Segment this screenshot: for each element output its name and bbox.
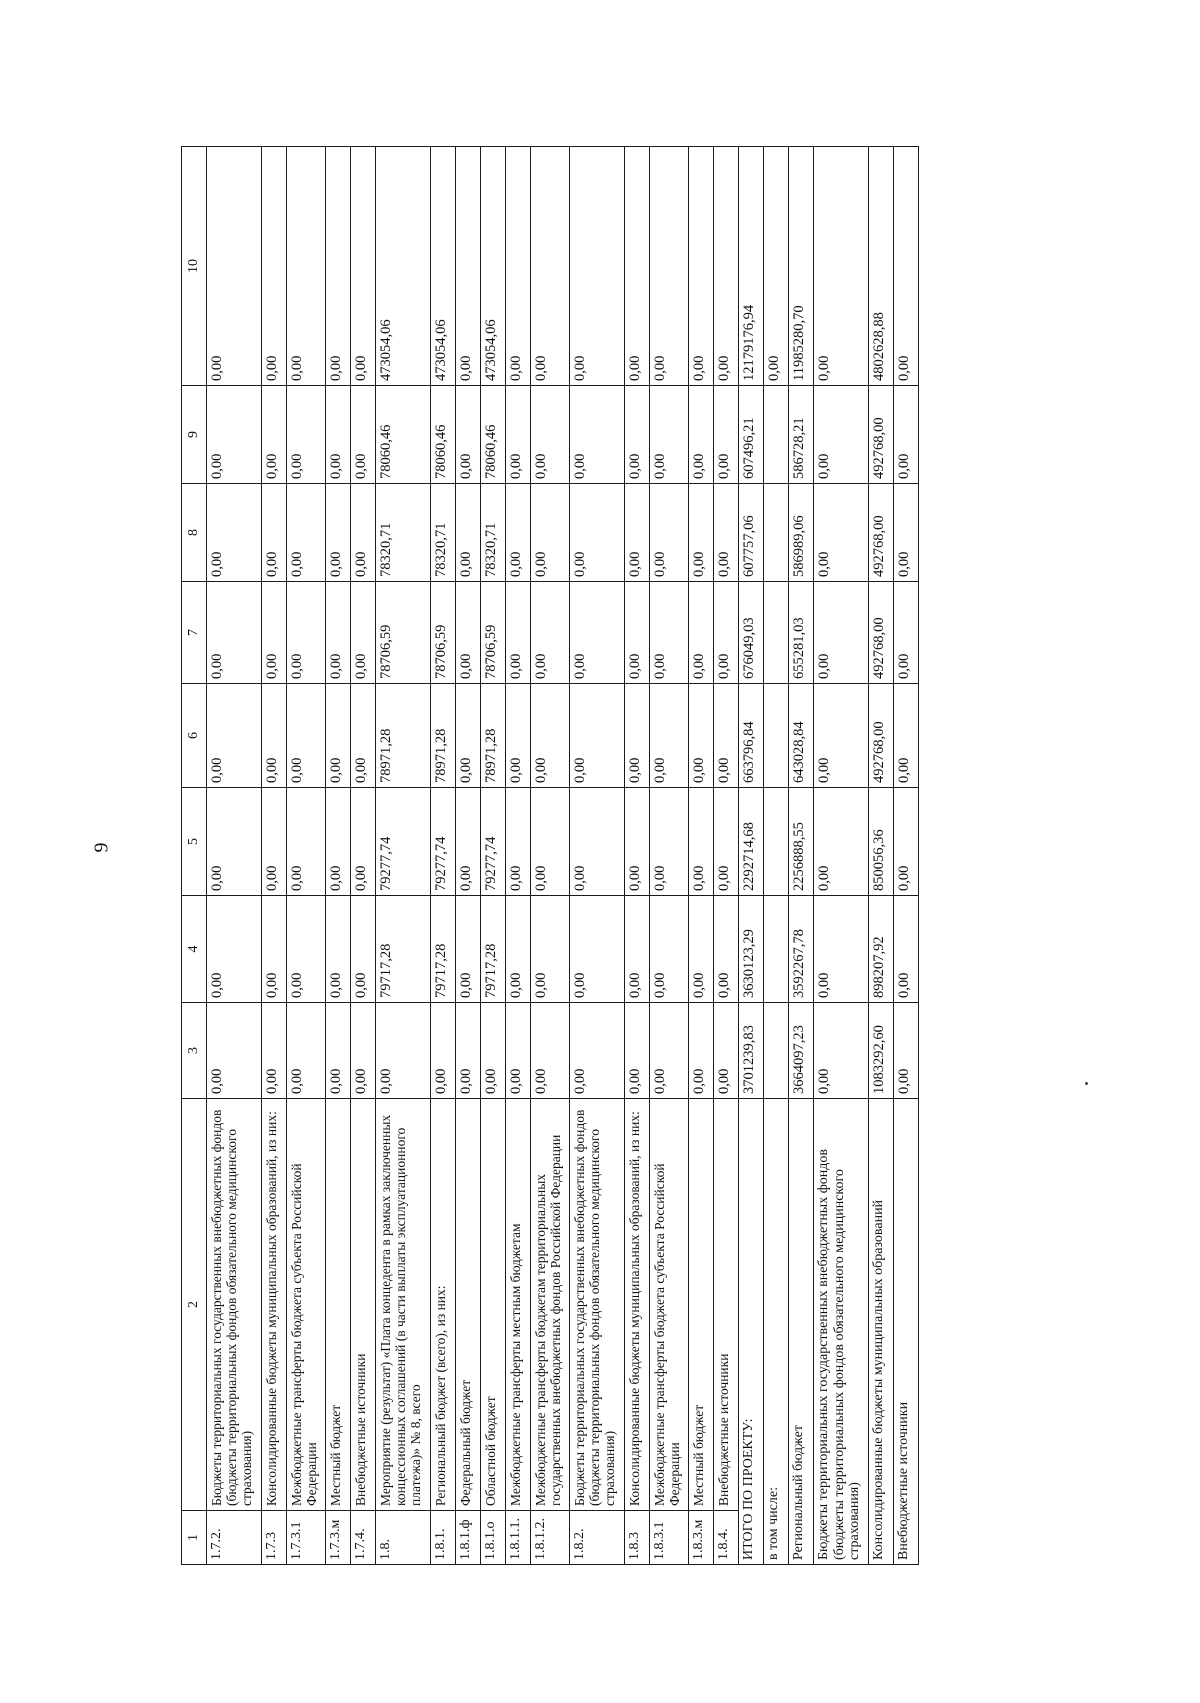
summary-value-col-5: 2292714,68 xyxy=(739,788,764,896)
value-cell-col-8: 0,00 xyxy=(326,484,351,582)
summary-value-col-4: 0,00 xyxy=(894,896,919,1003)
table-row xyxy=(376,147,431,1565)
budget-table-container xyxy=(181,147,912,1565)
summary-row xyxy=(789,147,814,1565)
summary-value-col-3 xyxy=(764,1003,789,1099)
value-cell-col-7: 0,00 xyxy=(570,582,625,684)
summary-value-col-5: 2256888,55 xyxy=(789,788,814,896)
summary-row xyxy=(869,147,894,1565)
table-row xyxy=(207,147,262,1565)
summary-row xyxy=(739,147,764,1565)
table-row xyxy=(431,147,456,1565)
summary-value-col-3: 3664097,23 xyxy=(789,1003,814,1099)
summary-value-col-5: 0,00 xyxy=(894,788,919,896)
summary-label: Консолидированные бюджеты муниципальных образований xyxy=(869,1099,894,1565)
value-cell-col-3: 0,00 xyxy=(481,1003,506,1099)
budget-table-rotated xyxy=(181,147,912,1565)
summary-value-col-7: 0,00 xyxy=(894,582,919,684)
value-cell-col-4: 0,00 xyxy=(287,896,326,1003)
row-code: 1.8.3.1 xyxy=(650,1511,689,1565)
summary-value-col-10: 0,00 xyxy=(814,147,869,386)
value-cell-col-3: 0,00 xyxy=(207,1003,262,1099)
value-cell-col-9: 0,00 xyxy=(326,386,351,484)
value-cell-col-6: 0,00 xyxy=(207,684,262,788)
summary-value-col-3: 0,00 xyxy=(894,1003,919,1099)
column-header-8: 8 xyxy=(182,484,207,582)
value-cell-col-6: 0,00 xyxy=(531,684,570,788)
row-name: Федеральный бюджет xyxy=(456,1099,481,1511)
value-cell-col-4: 0,00 xyxy=(570,896,625,1003)
summary-value-col-9 xyxy=(764,386,789,484)
table-row xyxy=(650,147,689,1565)
summary-label: в том числе: xyxy=(764,1099,789,1565)
row-code: 1.8.3.м xyxy=(689,1511,714,1565)
page-number: 9 xyxy=(90,842,113,853)
row-name: Местный бюджет xyxy=(326,1099,351,1511)
value-cell-col-8: 0,00 xyxy=(506,484,531,582)
value-cell-col-6: 0,00 xyxy=(326,684,351,788)
value-cell-col-10: 0,00 xyxy=(207,147,262,386)
value-cell-col-3: 0,00 xyxy=(376,1003,431,1099)
row-code: 1.8.1.1. xyxy=(506,1511,531,1565)
row-code: 1.8.3 xyxy=(625,1511,650,1565)
table-row xyxy=(262,147,287,1565)
value-cell-col-9: 0,00 xyxy=(531,386,570,484)
value-cell-col-4: 0,00 xyxy=(262,896,287,1003)
value-cell-col-3: 0,00 xyxy=(650,1003,689,1099)
value-cell-col-10: 0,00 xyxy=(531,147,570,386)
value-cell-col-6: 78971,28 xyxy=(431,684,456,788)
summary-value-col-4: 898207,92 xyxy=(869,896,894,1003)
summary-value-col-8: 607757,06 xyxy=(739,484,764,582)
value-cell-col-10: 0,00 xyxy=(570,147,625,386)
value-cell-col-4: 0,00 xyxy=(531,896,570,1003)
value-cell-col-9: 78060,46 xyxy=(431,386,456,484)
summary-value-col-9: 492768,00 xyxy=(869,386,894,484)
summary-label: Бюджеты территориальных государственных внебюджетных фондов (бюджеты территориальных фондов обязательного медицинского страхования) xyxy=(814,1099,869,1565)
value-cell-col-5: 0,00 xyxy=(531,788,570,896)
column-header-9: 9 xyxy=(182,386,207,484)
table-row xyxy=(326,147,351,1565)
summary-value-col-7: 492768,00 xyxy=(869,582,894,684)
value-cell-col-8: 0,00 xyxy=(287,484,326,582)
summary-value-col-6: 643028,84 xyxy=(789,684,814,788)
value-cell-col-6: 0,00 xyxy=(456,684,481,788)
value-cell-col-6: 0,00 xyxy=(506,684,531,788)
value-cell-col-5: 0,00 xyxy=(351,788,376,896)
table-row xyxy=(625,147,650,1565)
column-header-2: 2 xyxy=(182,1099,207,1511)
summary-value-col-7: 676049,03 xyxy=(739,582,764,684)
row-name: Внебюджетные источники xyxy=(351,1099,376,1511)
value-cell-col-5: 79277,74 xyxy=(431,788,456,896)
value-cell-col-3: 0,00 xyxy=(714,1003,739,1099)
value-cell-col-4: 0,00 xyxy=(351,896,376,1003)
value-cell-col-8: 0,00 xyxy=(351,484,376,582)
row-name: Консолидированные бюджеты муниципальных образований, из них: xyxy=(262,1099,287,1511)
value-cell-col-8: 0,00 xyxy=(625,484,650,582)
value-cell-col-7: 0,00 xyxy=(207,582,262,684)
summary-value-col-5 xyxy=(764,788,789,896)
value-cell-col-3: 0,00 xyxy=(531,1003,570,1099)
summary-row xyxy=(764,147,789,1565)
summary-value-col-5: 850056,36 xyxy=(869,788,894,896)
table-header xyxy=(182,147,207,1565)
value-cell-col-4: 0,00 xyxy=(326,896,351,1003)
column-header-3: 3 xyxy=(182,1003,207,1099)
value-cell-col-6: 0,00 xyxy=(287,684,326,788)
summary-label: Внебюджетные источники xyxy=(894,1099,919,1565)
table-row xyxy=(506,147,531,1565)
row-code: 1.8.1.2. xyxy=(531,1511,570,1565)
value-cell-col-7: 0,00 xyxy=(531,582,570,684)
summary-value-col-8: 586989,06 xyxy=(789,484,814,582)
row-name: Внебюджетные источники xyxy=(714,1099,739,1511)
summary-value-col-8 xyxy=(764,484,789,582)
value-cell-col-10: 0,00 xyxy=(262,147,287,386)
summary-value-col-9: 586728,21 xyxy=(789,386,814,484)
value-cell-col-3: 0,00 xyxy=(456,1003,481,1099)
value-cell-col-9: 0,00 xyxy=(287,386,326,484)
value-cell-col-4: 0,00 xyxy=(625,896,650,1003)
value-cell-col-6: 0,00 xyxy=(689,684,714,788)
summary-value-col-10: 0,00 xyxy=(764,147,789,386)
row-code: 1.7.3.м xyxy=(326,1511,351,1565)
value-cell-col-10: 473054,06 xyxy=(481,147,506,386)
value-cell-col-6: 0,00 xyxy=(351,684,376,788)
value-cell-col-7: 78706,59 xyxy=(481,582,506,684)
value-cell-col-8: 0,00 xyxy=(570,484,625,582)
column-header-5: 5 xyxy=(182,788,207,896)
summary-value-col-3: 3701239,83 xyxy=(739,1003,764,1099)
row-code: 1.8.1.о xyxy=(481,1511,506,1565)
value-cell-col-4: 0,00 xyxy=(689,896,714,1003)
summary-value-col-10: 0,00 xyxy=(894,147,919,386)
value-cell-col-10: 0,00 xyxy=(351,147,376,386)
row-name: Межбюджетные трансферты бюджета субъекта Российской Федерации xyxy=(287,1099,326,1511)
scan-speck xyxy=(1085,1082,1088,1085)
summary-value-col-9: 0,00 xyxy=(814,386,869,484)
summary-value-col-10: 4802628,88 xyxy=(869,147,894,386)
value-cell-col-3: 0,00 xyxy=(287,1003,326,1099)
value-cell-col-3: 0,00 xyxy=(262,1003,287,1099)
value-cell-col-9: 78060,46 xyxy=(481,386,506,484)
table-row xyxy=(481,147,506,1565)
summary-value-col-3: 1083292,60 xyxy=(869,1003,894,1099)
summary-value-col-4 xyxy=(764,896,789,1003)
value-cell-col-8: 78320,71 xyxy=(431,484,456,582)
value-cell-col-5: 0,00 xyxy=(650,788,689,896)
value-cell-col-4: 0,00 xyxy=(650,896,689,1003)
value-cell-col-5: 0,00 xyxy=(456,788,481,896)
summary-row xyxy=(894,147,919,1565)
column-number-row xyxy=(182,147,207,1565)
value-cell-col-10: 0,00 xyxy=(689,147,714,386)
value-cell-col-10: 0,00 xyxy=(506,147,531,386)
row-name: Бюджеты территориальных государственных внебюджетных фондов (бюджеты территориальных фондов обязательного медицинского страхования) xyxy=(207,1099,262,1511)
value-cell-col-10: 0,00 xyxy=(650,147,689,386)
row-name: Межбюджетные трансферты бюджетам территориальных государственных внебюджетных фондов Российской Федерации xyxy=(531,1099,570,1511)
value-cell-col-8: 0,00 xyxy=(650,484,689,582)
summary-row xyxy=(814,147,869,1565)
value-cell-col-9: 0,00 xyxy=(207,386,262,484)
value-cell-col-9: 0,00 xyxy=(625,386,650,484)
summary-value-col-3: 0,00 xyxy=(814,1003,869,1099)
value-cell-col-3: 0,00 xyxy=(689,1003,714,1099)
summary-value-col-8: 492768,00 xyxy=(869,484,894,582)
row-code: 1.7.3.1 xyxy=(287,1511,326,1565)
summary-value-col-6: 0,00 xyxy=(894,684,919,788)
row-name: Региональный бюджет (всего), из них: xyxy=(431,1099,456,1511)
summary-value-col-6: 492768,00 xyxy=(869,684,894,788)
value-cell-col-3: 0,00 xyxy=(506,1003,531,1099)
value-cell-col-4: 0,00 xyxy=(207,896,262,1003)
value-cell-col-4: 79717,28 xyxy=(376,896,431,1003)
summary-value-col-7: 655281,03 xyxy=(789,582,814,684)
value-cell-col-6: 0,00 xyxy=(650,684,689,788)
value-cell-col-5: 79277,74 xyxy=(481,788,506,896)
value-cell-col-7: 78706,59 xyxy=(431,582,456,684)
value-cell-col-7: 0,00 xyxy=(625,582,650,684)
value-cell-col-9: 0,00 xyxy=(351,386,376,484)
value-cell-col-8: 78320,71 xyxy=(481,484,506,582)
value-cell-col-7: 0,00 xyxy=(326,582,351,684)
value-cell-col-8: 0,00 xyxy=(456,484,481,582)
row-code: 1.8.4. xyxy=(714,1511,739,1565)
value-cell-col-10: 0,00 xyxy=(287,147,326,386)
table-row xyxy=(689,147,714,1565)
value-cell-col-9: 78060,46 xyxy=(376,386,431,484)
value-cell-col-7: 0,00 xyxy=(650,582,689,684)
summary-value-col-4: 3592267,78 xyxy=(789,896,814,1003)
value-cell-col-3: 0,00 xyxy=(351,1003,376,1099)
value-cell-col-7: 0,00 xyxy=(262,582,287,684)
value-cell-col-5: 0,00 xyxy=(287,788,326,896)
table-row xyxy=(351,147,376,1565)
summary-value-col-10: 11985280,70 xyxy=(789,147,814,386)
column-header-10: 10 xyxy=(182,147,207,386)
summary-value-col-6: 663796,84 xyxy=(739,684,764,788)
value-cell-col-8: 0,00 xyxy=(531,484,570,582)
value-cell-col-4: 79717,28 xyxy=(481,896,506,1003)
value-cell-col-7: 0,00 xyxy=(506,582,531,684)
column-header-1: 1 xyxy=(182,1511,207,1565)
value-cell-col-10: 473054,06 xyxy=(431,147,456,386)
value-cell-col-5: 0,00 xyxy=(262,788,287,896)
value-cell-col-6: 78971,28 xyxy=(481,684,506,788)
row-code: 1.8. xyxy=(376,1511,431,1565)
table-row xyxy=(456,147,481,1565)
value-cell-col-5: 0,00 xyxy=(570,788,625,896)
value-cell-col-8: 0,00 xyxy=(714,484,739,582)
value-cell-col-6: 78971,28 xyxy=(376,684,431,788)
value-cell-col-9: 0,00 xyxy=(570,386,625,484)
value-cell-col-10: 0,00 xyxy=(625,147,650,386)
value-cell-col-8: 0,00 xyxy=(207,484,262,582)
value-cell-col-8: 78320,71 xyxy=(376,484,431,582)
value-cell-col-5: 0,00 xyxy=(625,788,650,896)
value-cell-col-9: 0,00 xyxy=(456,386,481,484)
value-cell-col-3: 0,00 xyxy=(625,1003,650,1099)
column-header-4: 4 xyxy=(182,896,207,1003)
summary-value-col-8: 0,00 xyxy=(894,484,919,582)
value-cell-col-5: 79277,74 xyxy=(376,788,431,896)
summary-label: ИТОГО ПО ПРОЕКТУ: xyxy=(739,1099,764,1565)
summary-label: Региональный бюджет xyxy=(789,1099,814,1565)
summary-value-col-4: 3630123,29 xyxy=(739,896,764,1003)
row-name: Мероприятие (результат) «Плата концедента в рамках заключенных концессионных соглашений (в части выплаты эксплуатационного платежа)» № 8, всего xyxy=(376,1099,431,1511)
value-cell-col-8: 0,00 xyxy=(689,484,714,582)
row-code: 1.8.2. xyxy=(570,1511,625,1565)
value-cell-col-3: 0,00 xyxy=(326,1003,351,1099)
row-name: Областной бюджет xyxy=(481,1099,506,1511)
value-cell-col-8: 0,00 xyxy=(262,484,287,582)
row-code: 1.7.2. xyxy=(207,1511,262,1565)
value-cell-col-3: 0,00 xyxy=(570,1003,625,1099)
value-cell-col-6: 0,00 xyxy=(262,684,287,788)
value-cell-col-7: 0,00 xyxy=(287,582,326,684)
value-cell-col-9: 0,00 xyxy=(262,386,287,484)
value-cell-col-7: 78706,59 xyxy=(376,582,431,684)
value-cell-col-10: 0,00 xyxy=(714,147,739,386)
summary-value-col-4: 0,00 xyxy=(814,896,869,1003)
summary-value-col-7: 0,00 xyxy=(814,582,869,684)
value-cell-col-5: 0,00 xyxy=(506,788,531,896)
value-cell-col-5: 0,00 xyxy=(689,788,714,896)
column-header-7: 7 xyxy=(182,582,207,684)
value-cell-col-7: 0,00 xyxy=(714,582,739,684)
value-cell-col-6: 0,00 xyxy=(570,684,625,788)
value-cell-col-5: 0,00 xyxy=(326,788,351,896)
value-cell-col-7: 0,00 xyxy=(456,582,481,684)
summary-value-col-7 xyxy=(764,582,789,684)
summary-value-col-5: 0,00 xyxy=(814,788,869,896)
value-cell-col-9: 0,00 xyxy=(506,386,531,484)
value-cell-col-10: 0,00 xyxy=(456,147,481,386)
value-cell-col-4: 0,00 xyxy=(714,896,739,1003)
row-name: Межбюджетные трансферты местным бюджетам xyxy=(506,1099,531,1511)
row-code: 1.8.1. xyxy=(431,1511,456,1565)
column-header-6: 6 xyxy=(182,684,207,788)
value-cell-col-7: 0,00 xyxy=(689,582,714,684)
row-code: 1.7.3 xyxy=(262,1511,287,1565)
summary-value-col-10: 12179176,94 xyxy=(739,147,764,386)
value-cell-col-6: 0,00 xyxy=(714,684,739,788)
summary-value-col-8: 0,00 xyxy=(814,484,869,582)
table-body xyxy=(207,147,919,1565)
table-row xyxy=(714,147,739,1565)
table-row xyxy=(287,147,326,1565)
row-name: Консолидированные бюджеты муниципальных образований, из них: xyxy=(625,1099,650,1511)
value-cell-col-10: 473054,06 xyxy=(376,147,431,386)
value-cell-col-4: 0,00 xyxy=(506,896,531,1003)
value-cell-col-9: 0,00 xyxy=(689,386,714,484)
row-code: 1.7.4. xyxy=(351,1511,376,1565)
value-cell-col-5: 0,00 xyxy=(207,788,262,896)
value-cell-col-7: 0,00 xyxy=(351,582,376,684)
value-cell-col-6: 0,00 xyxy=(625,684,650,788)
row-name: Межбюджетные трансферты бюджета субъекта Российской Федерации xyxy=(650,1099,689,1511)
row-name: Местный бюджет xyxy=(689,1099,714,1511)
row-name: Бюджеты территориальных государственных внебюджетных фондов (бюджеты территориальных фондов обязательного медицинского страхования) xyxy=(570,1099,625,1511)
table-row xyxy=(570,147,625,1565)
summary-value-col-9: 607496,21 xyxy=(739,386,764,484)
value-cell-col-4: 0,00 xyxy=(456,896,481,1003)
value-cell-col-9: 0,00 xyxy=(650,386,689,484)
value-cell-col-3: 0,00 xyxy=(431,1003,456,1099)
value-cell-col-10: 0,00 xyxy=(326,147,351,386)
value-cell-col-4: 79717,28 xyxy=(431,896,456,1003)
value-cell-col-9: 0,00 xyxy=(714,386,739,484)
budget-table xyxy=(181,146,919,1565)
summary-value-col-6 xyxy=(764,684,789,788)
value-cell-col-5: 0,00 xyxy=(714,788,739,896)
row-code: 1.8.1.ф xyxy=(456,1511,481,1565)
summary-value-col-9: 0,00 xyxy=(894,386,919,484)
summary-value-col-6: 0,00 xyxy=(814,684,869,788)
table-row xyxy=(531,147,570,1565)
